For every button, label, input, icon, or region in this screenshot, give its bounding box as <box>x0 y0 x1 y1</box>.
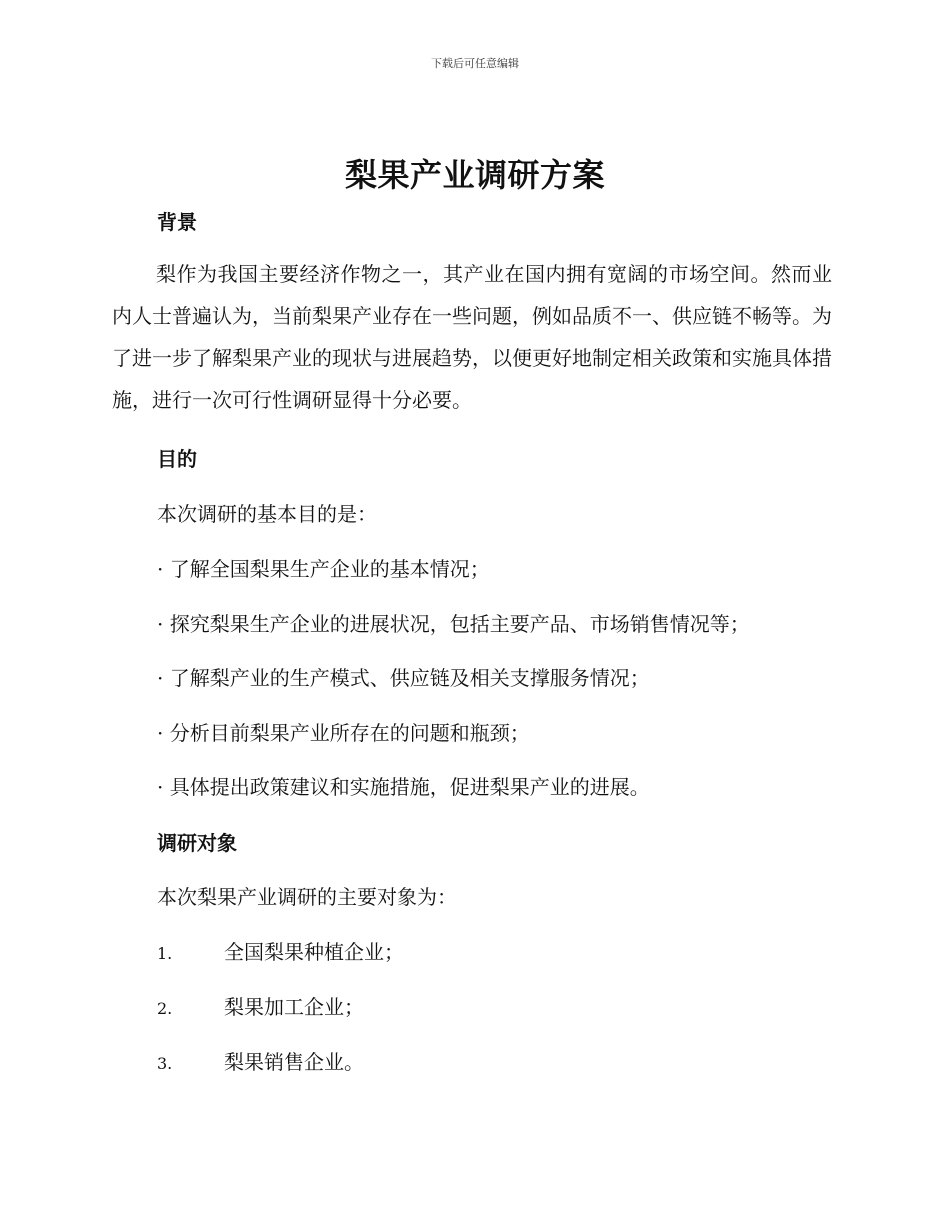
header-note: 下载后可任意编辑 <box>431 57 519 70</box>
list-number: 2. <box>157 999 173 1018</box>
targets-item-3 <box>157 1046 364 1075</box>
list-item-text: 梨果销售企业。 <box>224 1050 364 1074</box>
list-item-text: 梨果加工企业； <box>224 995 364 1019</box>
document-title: 梨果产业调研方案 <box>344 156 605 194</box>
purpose-bullet-2: · 探究梨果生产企业的进展状况，包括主要产品、市场销售情况等； <box>157 612 750 636</box>
purpose-intro: 本次调研的基本目的是： <box>157 502 377 526</box>
heading-targets: 调研对象 <box>157 831 237 855</box>
purpose-bullet-1: · 了解全国梨果生产企业的基本情况； <box>157 557 490 581</box>
list-number: 1. <box>157 944 173 963</box>
targets-item-2 <box>157 991 364 1020</box>
purpose-bullet-3: · 了解梨产业的生产模式、供应链及相关支撑服务情况； <box>157 666 650 690</box>
purpose-bullet-5: · 具体提出政策建议和实施措施，促进梨果产业的进展。 <box>157 775 650 799</box>
heading-purpose: 目的 <box>157 447 197 471</box>
targets-intro: 本次梨果产业调研的主要对象为： <box>157 885 457 909</box>
targets-item-1 <box>157 936 404 965</box>
background-paragraph: 梨作为我国主要经济作物之一，其产业在国内拥有宽阔的市场空间。然而业内人士普遍认为，当前梨果产业存在一些问题，例如品质不一、供应链不畅等。为了进一步了解梨果产业的现状与进展趋势，以便更好地制定相关政策和实施具体措施，进行一次可行性调研显得十分必要。 <box>112 262 832 412</box>
heading-background: 背景 <box>157 210 197 234</box>
purpose-bullet-4: · 分析目前梨果产业所存在的问题和瓶颈； <box>157 721 530 745</box>
list-item-text: 全国梨果种植企业； <box>224 940 404 964</box>
list-number: 3. <box>157 1054 173 1073</box>
